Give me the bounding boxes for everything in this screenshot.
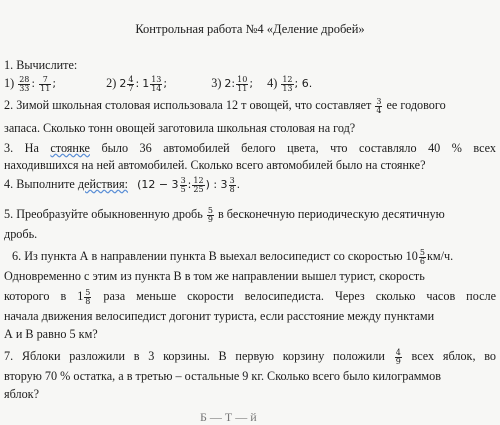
task-6-line-1: 6. Из пункта А в направлении пункта В выехал велосипедист со скоростью 10 $\frac{5}{6}$ км/ч. bbox=[12, 247, 454, 266]
task-3-line-2: находившихся на ней автомобилей. Сколько всего автомобилей было на стоянке? bbox=[4, 158, 426, 172]
task-4-line: 4. Выполните действия: (12 − 3 $\frac{3}{5}$ : $\frac{12}{25}$ ) : 3 $\frac{3}{8}$ . bbox=[4, 175, 241, 194]
task-1b: 2) 2 $\frac{4}{7}$ : 1 $\frac{13}{14}$ ; bbox=[106, 74, 168, 93]
task-2-line-2: запаса. Сколько тонн овощей заготовила школьная столовая на год? bbox=[4, 121, 356, 135]
task-5-line-2: дробь. bbox=[4, 227, 38, 241]
fraction: $\frac{5}{9}$ bbox=[207, 205, 213, 224]
cut-off-next-line: Б — Т — й bbox=[200, 410, 257, 424]
task-6-line-5: А и В равно 5 км? bbox=[4, 327, 98, 341]
task-4-expression: (12 − 3 $\frac{3}{5}$ : $\frac{12}{25}$ ) : 3 $\frac{3}{8}$ . bbox=[137, 175, 241, 194]
task-1c: 3) 2: $\frac{10}{11}$ ; bbox=[211, 74, 254, 93]
task-1-expressions bbox=[4, 75, 496, 93]
fraction: $\frac{4}{7}$ bbox=[128, 74, 134, 93]
task-7-line-3: яблок? bbox=[4, 387, 40, 401]
task-5-line-1: 5. Преобразуйте обыкновенную дробь $\frac{5}{9}$ в бесконечную периодическую десятичную bbox=[4, 205, 445, 224]
page-title: Контрольная работа №4 «Деление дробей» bbox=[135, 22, 365, 36]
fraction: $\frac{28}{33}$ bbox=[19, 74, 30, 93]
fraction: $\frac{3}{8}$ bbox=[229, 175, 235, 194]
task-6-line-2: Одновременно с этим из пункта В в том же направлении вышел турист, скорость bbox=[4, 269, 425, 283]
fraction: $\frac{12}{13}$ bbox=[282, 74, 293, 93]
fraction: $\frac{3}{5}$ bbox=[180, 175, 186, 194]
spellcheck-underlined-word: действия: bbox=[77, 177, 129, 191]
fraction: $\frac{10}{11}$ bbox=[237, 74, 248, 93]
spellcheck-underlined-word: стоянке bbox=[50, 141, 90, 155]
task-3-line-1: 3. На стоянке было 36 автомобилей белого цвета, что составляло 40 % всех bbox=[4, 141, 497, 155]
fraction: $\frac{7}{11}$ bbox=[40, 74, 51, 93]
task-1-label: 1. Вычислите: bbox=[4, 58, 78, 72]
task-1d: 4) $\frac{12}{13}$ ; 6. bbox=[267, 74, 313, 93]
fraction: $\frac{4}{9}$ bbox=[395, 347, 401, 366]
task-6-line-3: которого в 1 $\frac{5}{8}$ раза меньше скорости велосипедиста. Через сколько часов после bbox=[4, 287, 496, 306]
task-7-line-2: вторую 70 % остатка, а в третью – остальные 9 кг. Сколько всего было килограммов bbox=[4, 369, 441, 383]
task-7-line-1: 7. Яблоки разложили в 3 корзины. В первую корзину положили $\frac{4}{9}$ всех яблок, во bbox=[4, 347, 497, 366]
task-1a: 1) $\frac{28}{33}$ : $\frac{7}{11}$ ; bbox=[4, 74, 57, 93]
fraction: $\frac{3}{4}$ bbox=[376, 96, 382, 115]
fraction: $\frac{13}{14}$ bbox=[151, 74, 162, 93]
task-6-line-4: начала движения велосипедист догонит туриста, если расстояние между пунктами bbox=[4, 309, 435, 323]
task-2-line-1: 2. Зимой школьная столовая использовала 12 т овощей, что составляет $\frac{3}{4}$ ее годового bbox=[4, 96, 446, 115]
fraction: $\frac{5}{8}$ bbox=[85, 287, 91, 306]
fraction: $\frac{5}{6}$ bbox=[419, 247, 425, 266]
fraction: $\frac{12}{25}$ bbox=[193, 175, 204, 194]
